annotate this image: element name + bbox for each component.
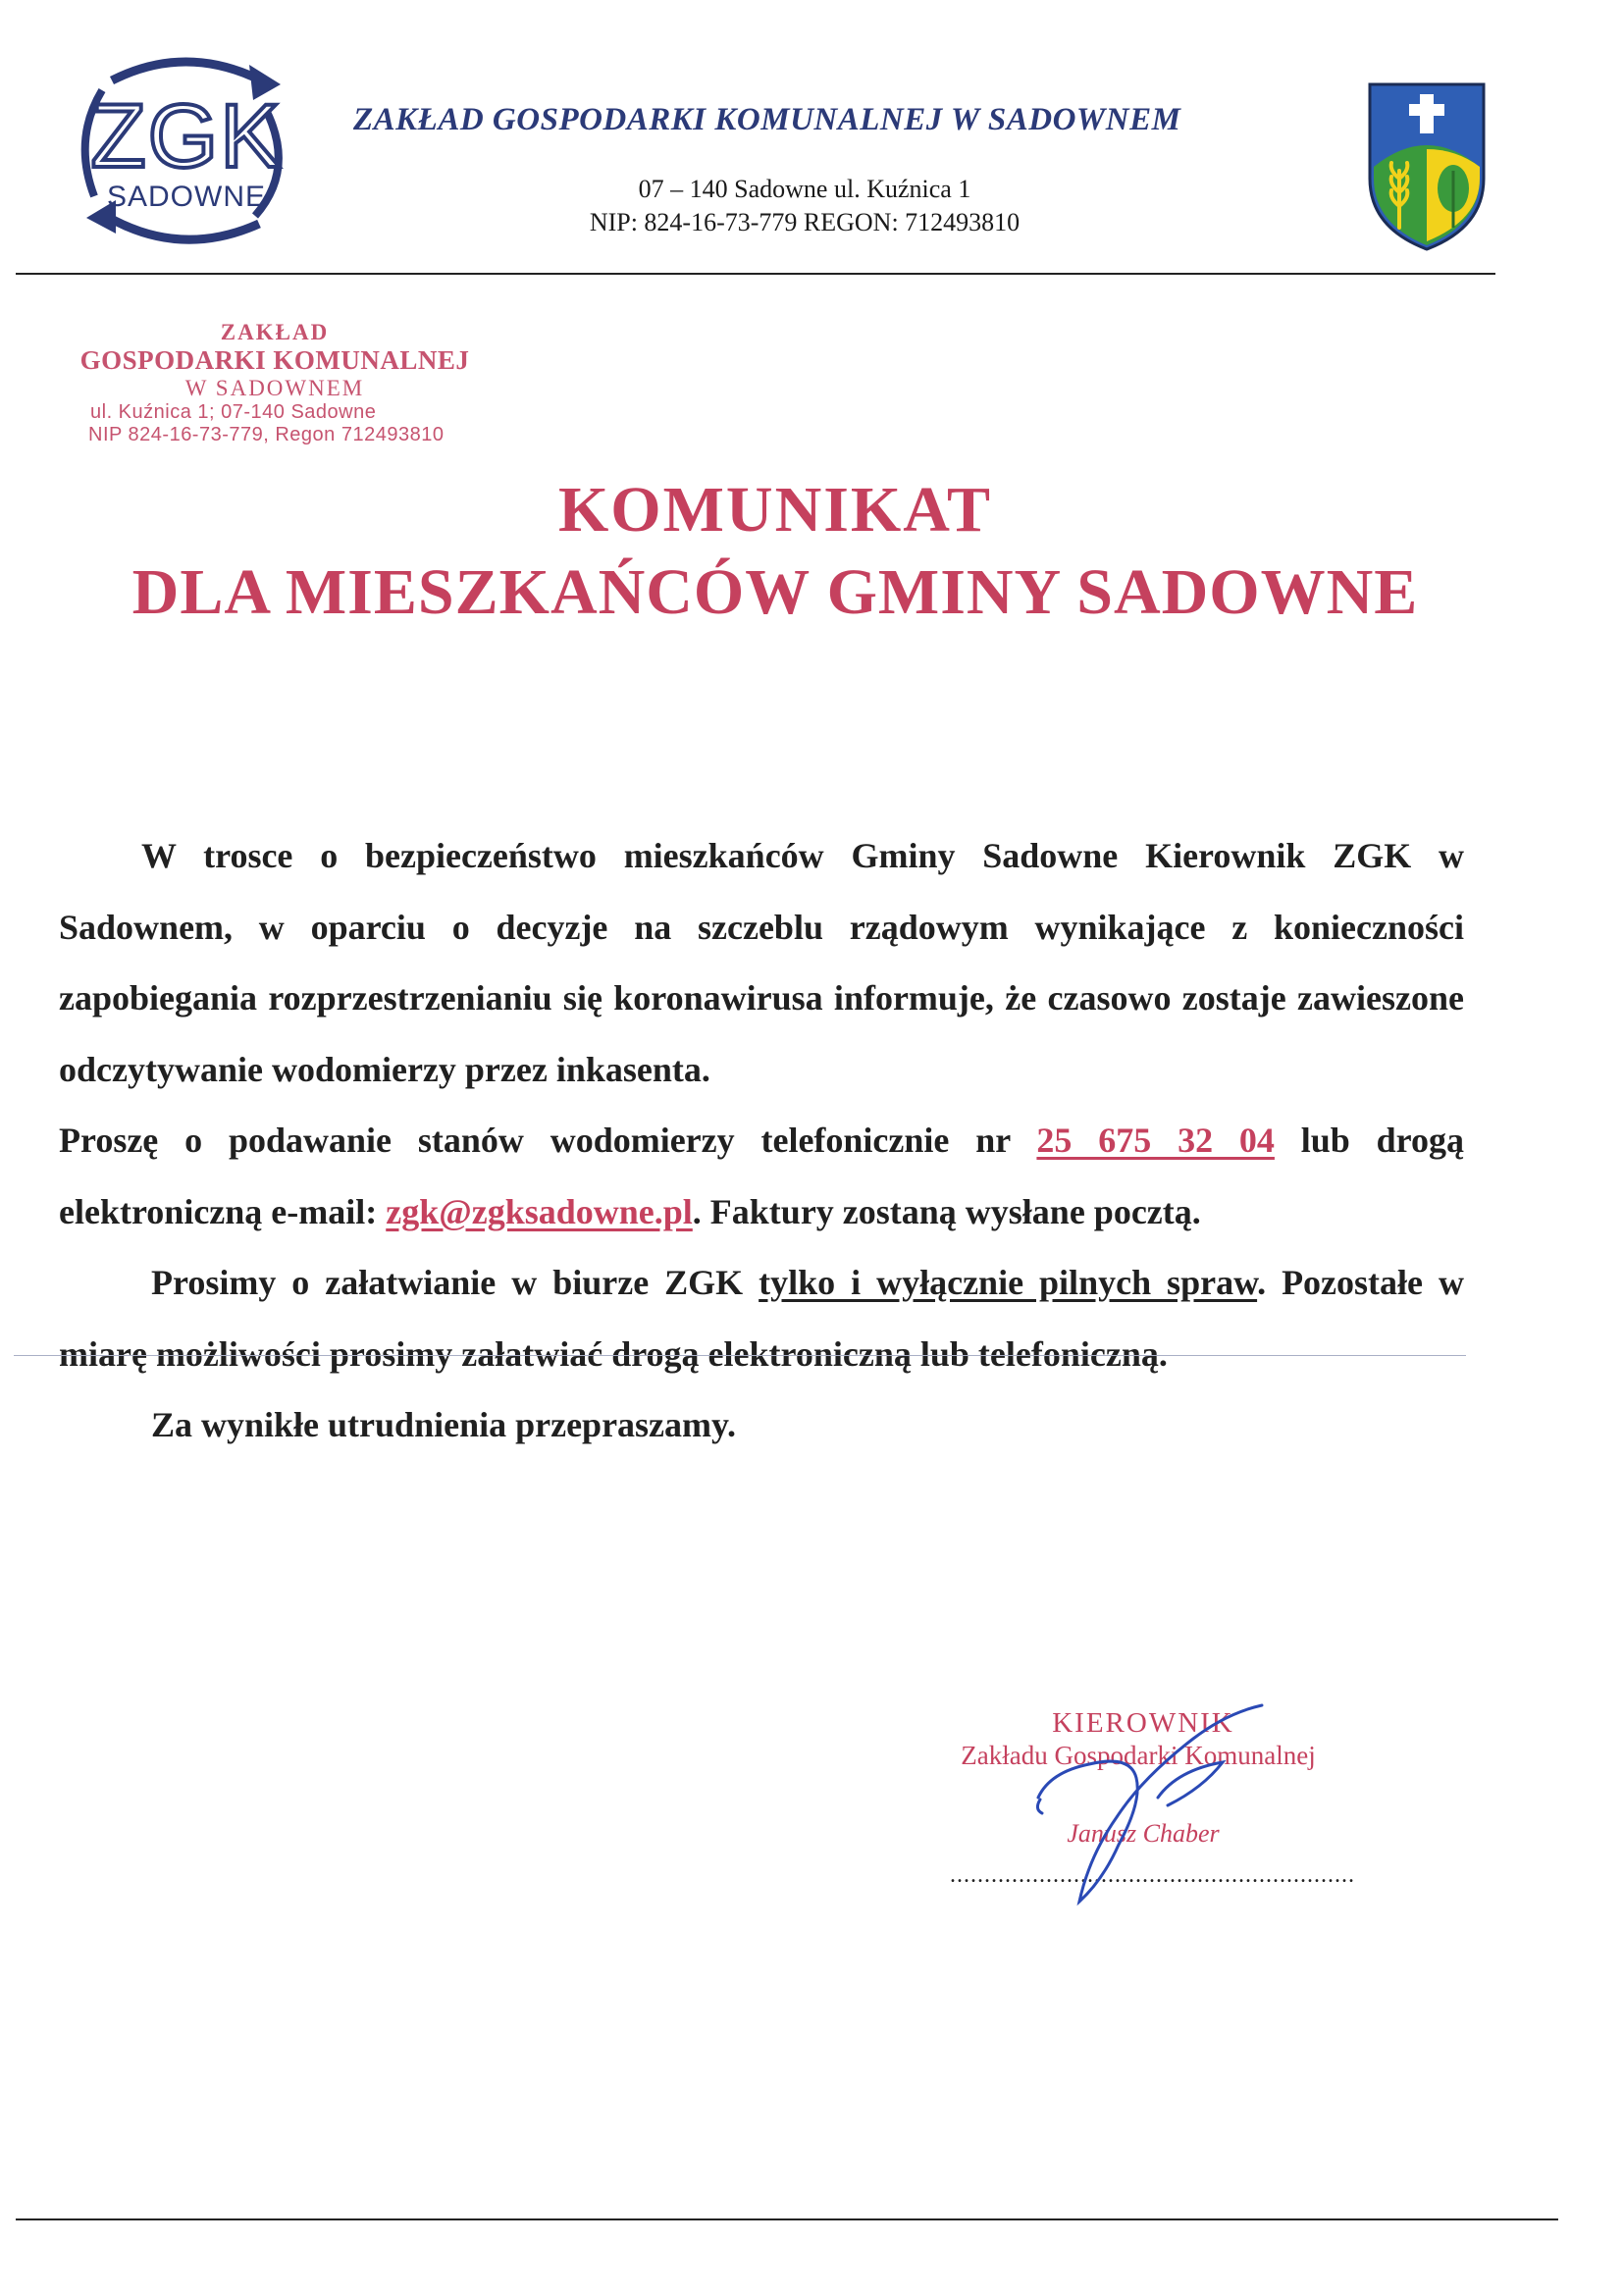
footer-divider bbox=[16, 2218, 1558, 2220]
organization-address: 07 – 140 Sadowne ul. Kuźnica 1 bbox=[638, 175, 971, 203]
signature-line: ........................................................... bbox=[950, 1862, 1355, 1888]
stamp-line: NIP 824-16-73-779, Regon 712493810 bbox=[88, 424, 445, 445]
organization-name: ZAKŁAD GOSPODARKI KOMUNALNEJ W SADOWNEM bbox=[353, 102, 1181, 137]
emphasized-text: tylko i wyłącznie pilnych spraw bbox=[759, 1263, 1258, 1302]
paragraph bbox=[59, 1105, 1464, 1247]
signatory-title: KIEROWNIK bbox=[1052, 1707, 1234, 1739]
scan-artifact-line bbox=[14, 1355, 1466, 1356]
stamp-line: ZAKŁAD bbox=[220, 320, 330, 344]
text-fragment: lub drogą elektroniczną e-mail: bbox=[59, 1121, 1465, 1231]
document-title: KOMUNIKAT bbox=[557, 474, 993, 546]
logo-text: ZGK bbox=[90, 86, 283, 186]
signatory-organization: Zakładu Gospodarki Komunalnej bbox=[961, 1741, 1316, 1770]
stamp-line: GOSPODARKI KOMUNALNEJ bbox=[79, 345, 470, 375]
email-link[interactable]: zgk@zgksadowne.pl bbox=[386, 1191, 693, 1231]
text-fragment: . Pozostałe w miarę możliwości prosimy załatwiać drogą elektroniczną lub telefoniczną. bbox=[59, 1263, 1464, 1374]
text-fragment: Prosimy o załatwianie w biurze ZGK bbox=[151, 1263, 759, 1302]
closing-line: Za wynikłe utrudnienia przepraszamy. bbox=[151, 1405, 737, 1444]
stamp-line: W SADOWNEM bbox=[184, 376, 365, 400]
stamp-line: ul. Kuźnica 1; 07-140 Sadowne bbox=[90, 401, 377, 423]
document-subtitle: DLA MIESZKAŃCÓW GMINY SADOWNE bbox=[131, 556, 1419, 628]
header-divider bbox=[16, 273, 1495, 275]
organization-ids: NIP: 824-16-73-779 REGON: 712493810 bbox=[589, 208, 1021, 236]
coat-of-arms-icon bbox=[1366, 80, 1488, 253]
text-fragment: Proszę o podawanie stanów wodomierzy telefonicznie nr bbox=[59, 1121, 1037, 1160]
paragraph: W trosce o bezpieczeństwo mieszkańców Gminy Sadowne Kierownik ZGK w Sadownem, w oparciu o decyzje na szczeblu rządowym wynikające z konieczności zapobiegania rozprzestrzenianiu się koronawirusa informuje, że czasowo zostaje zawieszone odczytywanie wodomierzy przez inkasenta. bbox=[59, 836, 1464, 1089]
signatory-name: Janusz Chaber bbox=[1067, 1819, 1220, 1848]
logo-subtext: SADOWNE bbox=[106, 181, 267, 213]
paragraph bbox=[59, 1247, 1464, 1389]
company-stamp bbox=[69, 320, 481, 446]
text-fragment: . Faktury zostaną wysłane pocztą. bbox=[692, 1191, 1201, 1231]
handwritten-signature bbox=[1021, 1699, 1315, 1907]
phone-number-link[interactable]: 25 675 32 04 bbox=[1036, 1121, 1275, 1160]
zgk-logo bbox=[73, 51, 300, 245]
announcement-body bbox=[59, 820, 1464, 1461]
